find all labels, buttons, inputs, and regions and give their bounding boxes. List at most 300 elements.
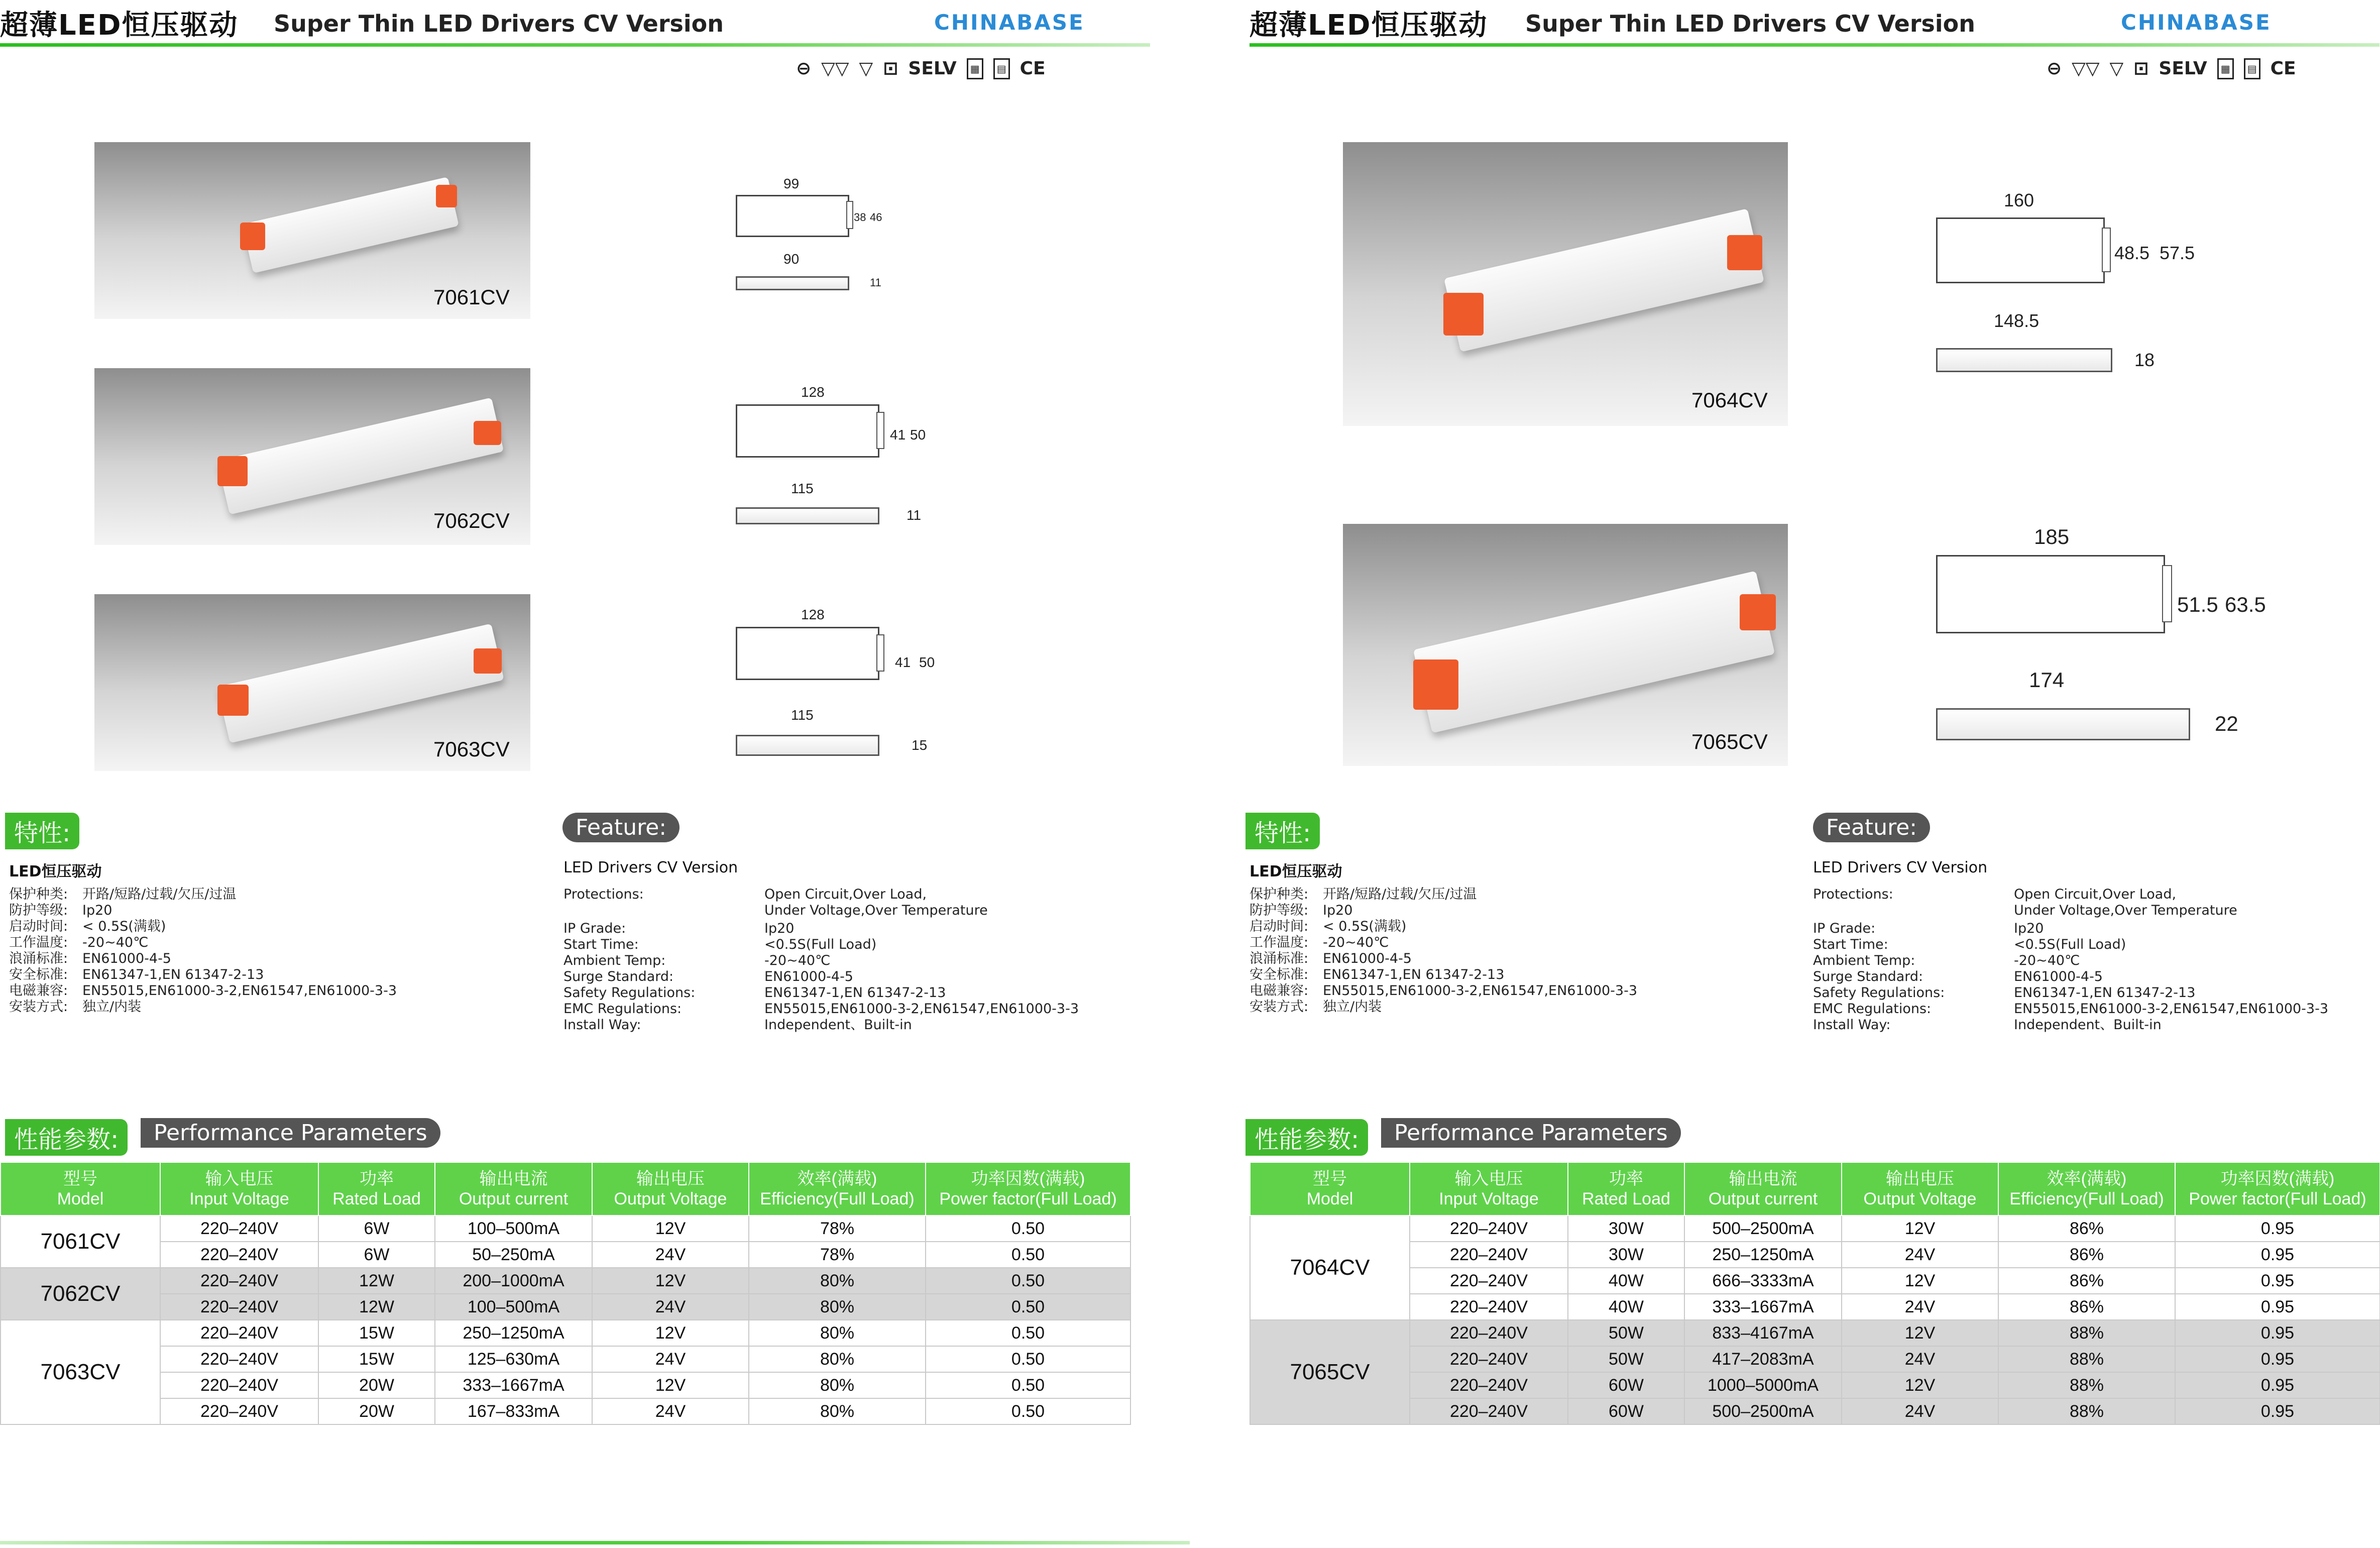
- drawing-top-view: [736, 627, 879, 680]
- table-row: [1, 1268, 1130, 1294]
- selv-mark: SELV: [908, 58, 957, 79]
- column-header-cn: 型号: [63, 1169, 97, 1188]
- column-header-en: Output Voltage: [614, 1189, 727, 1208]
- dim-outer-width: 46: [870, 211, 882, 224]
- performance-tag-en: Performance Parameters: [1381, 1118, 1681, 1148]
- cell-i: 500–2500mA: [1684, 1215, 1842, 1242]
- cell-o: 24V: [1842, 1398, 1998, 1424]
- column-header: [1410, 1162, 1568, 1215]
- cell-e: 86%: [1998, 1242, 2175, 1268]
- cell-w: 60W: [1568, 1398, 1684, 1424]
- performance-tag-cn: 性能参数:: [1245, 1119, 1368, 1156]
- dim-inner-length: 115: [791, 707, 814, 723]
- cell-w: 20W: [318, 1398, 435, 1424]
- cell-e: 86%: [1998, 1294, 2175, 1320]
- driver-end-cap: [436, 185, 457, 207]
- feature-key-cn: 安全标准:: [9, 967, 68, 982]
- certification-marks: [2047, 56, 2296, 81]
- performance-table: [1250, 1162, 2380, 1425]
- feature-value-en: Open Circuit,Over Load,: [764, 887, 927, 902]
- feature-key-cn: 工作温度:: [9, 935, 68, 950]
- cell-v: 220–240V: [160, 1294, 318, 1320]
- column-header: [1998, 1162, 2175, 1215]
- feature-key-en: IP Grade:: [1813, 921, 1876, 936]
- cell-e: 86%: [1998, 1268, 2175, 1294]
- cell-e: 80%: [749, 1294, 926, 1320]
- cell-o: 12V: [592, 1320, 749, 1346]
- photo-model-label: 7062CV: [433, 509, 510, 532]
- cell-v: 220–240V: [160, 1372, 318, 1398]
- driver-unit: [1444, 208, 1764, 352]
- feature-key-cn: 浪涌标准:: [1250, 951, 1309, 966]
- cert-icon: ⊡: [2133, 58, 2149, 79]
- column-header-en: Input Voltage: [189, 1189, 289, 1208]
- driver-end-cap: [240, 223, 265, 250]
- cell-pf: 0.50: [926, 1242, 1130, 1268]
- drawing-top-view: [1936, 555, 2165, 633]
- cell-e: 86%: [1998, 1215, 2175, 1242]
- feature-key-cn: 浪涌标准:: [9, 951, 68, 966]
- cell-v: 220–240V: [1410, 1346, 1568, 1372]
- table-row: [1, 1294, 1130, 1320]
- cell-v: 220–240V: [160, 1268, 318, 1294]
- performance-tag-cn: 性能参数:: [5, 1119, 128, 1156]
- title-en: Super Thin LED Drivers CV Version: [1525, 10, 1976, 37]
- brand-logo: CHINABASE: [934, 10, 1085, 35]
- cell-i: 417–2083mA: [1684, 1346, 1842, 1372]
- cell-v: 220–240V: [1410, 1372, 1568, 1398]
- cell-i: 250–1250mA: [435, 1320, 592, 1346]
- dim-height: 11: [906, 507, 922, 523]
- column-header-cn: 效率(满载): [2047, 1169, 2127, 1188]
- feature-key-en: Surge Standard:: [1813, 969, 1923, 984]
- model-cell: 7063CV: [1, 1320, 160, 1424]
- feature-key-cn: 安装方式:: [1250, 999, 1309, 1015]
- feature-value-cn: 开路/短路/过载/欠压/过温: [1323, 887, 1477, 902]
- column-header-cn: 输出电流: [1729, 1169, 1797, 1188]
- feature-title-cn: LED恒压驱动: [9, 863, 102, 880]
- feature-value-en: EN61000-4-5: [764, 969, 853, 984]
- cell-v: 220–240V: [160, 1346, 318, 1372]
- feature-value-cn: EN61000-4-5: [1323, 951, 1412, 966]
- cell-e: 88%: [1998, 1320, 2175, 1346]
- cell-i: 200–1000mA: [435, 1268, 592, 1294]
- dim-length: 99: [783, 176, 800, 191]
- column-header-cn: 功率因数(满载): [2220, 1169, 2335, 1188]
- column-header-cn: 效率(满载): [797, 1169, 877, 1188]
- photo-model-label: 7061CV: [433, 285, 510, 309]
- table-row: [1250, 1268, 2380, 1294]
- footer-rule: [0, 1541, 1190, 1544]
- feature-key-en: IP Grade:: [563, 921, 626, 936]
- cell-e: 80%: [749, 1398, 926, 1424]
- cell-w: 6W: [318, 1215, 435, 1242]
- feature-value-cn: EN61347-1,EN 61347-2-13: [1323, 967, 1505, 982]
- cell-pf: 0.95: [2175, 1215, 2380, 1242]
- dim-inner-length: 115: [791, 481, 814, 496]
- feature-key-cn: 工作温度:: [1250, 935, 1309, 950]
- dim-width: 41: [895, 654, 911, 670]
- cell-o: 24V: [592, 1398, 749, 1424]
- column-header-en: Power factor(Full Load): [939, 1189, 1117, 1208]
- dim-width: 38: [854, 211, 866, 224]
- drawing-side-view: [736, 507, 879, 524]
- cell-w: 60W: [1568, 1372, 1684, 1398]
- feature-key-cn: 安装方式:: [9, 999, 68, 1015]
- right-page: [1190, 0, 2380, 1548]
- driver-end-cap: [1727, 235, 1762, 270]
- cell-pf: 0.50: [926, 1398, 1130, 1424]
- cell-w: 50W: [1568, 1346, 1684, 1372]
- feature-value-cn: 开路/短路/过载/欠压/过温: [82, 887, 237, 902]
- feature-tag-en: Feature:: [1813, 813, 1930, 842]
- feature-title-en: LED Drivers CV Version: [1813, 859, 1988, 876]
- cell-pf: 0.95: [2175, 1242, 2380, 1268]
- feature-key-en: Install Way:: [563, 1017, 641, 1033]
- feature-key-cn: 防护等级:: [9, 903, 68, 918]
- feature-value-cn: 独立/内装: [82, 999, 142, 1015]
- column-header-en: Output current: [459, 1189, 569, 1208]
- feature-value-en: EN61347-1,EN 61347-2-13: [764, 985, 946, 1001]
- cell-o: 24V: [1842, 1294, 1998, 1320]
- feature-value-cn: EN55015,EN61000-3-2,EN61547,EN61000-3-3: [1323, 983, 1638, 999]
- feature-value-cn: Ip20: [82, 903, 112, 918]
- cell-v: 220–240V: [160, 1215, 318, 1242]
- drawing-tab: [876, 634, 884, 672]
- table-row: [1250, 1372, 2380, 1398]
- feature-key-en: Safety Regulations:: [563, 985, 696, 1001]
- dim-height: 18: [2134, 350, 2155, 370]
- table-row: [1250, 1215, 2380, 1242]
- cell-e: 80%: [749, 1372, 926, 1398]
- cell-v: 220–240V: [1410, 1215, 1568, 1242]
- column-header-en: Rated Load: [1582, 1189, 1670, 1208]
- feature-key-en: Protections:: [563, 887, 644, 902]
- drawing-tab: [876, 412, 884, 449]
- column-header-cn: 功率因数(满载): [971, 1169, 1085, 1188]
- cell-o: 12V: [1842, 1215, 1998, 1242]
- cell-v: 220–240V: [160, 1242, 318, 1268]
- cell-i: 833–4167mA: [1684, 1320, 1842, 1346]
- feature-key-cn: 电磁兼容:: [1250, 983, 1309, 999]
- feature-key-en: Surge Standard:: [563, 969, 674, 984]
- performance-tag-en: Performance Parameters: [141, 1118, 440, 1148]
- cell-i: 500–2500mA: [1684, 1398, 1842, 1424]
- drawing-tab: [2102, 228, 2111, 272]
- cert-icon: ▤: [993, 58, 1010, 79]
- column-header-cn: 输出电压: [636, 1169, 705, 1188]
- driver-unit: [242, 177, 459, 273]
- feature-tag-cn: 特性:: [1245, 813, 1320, 849]
- dim-height: 11: [870, 276, 881, 289]
- brand-logo: CHINABASE: [2121, 10, 2272, 35]
- column-header-en: Rated Load: [332, 1189, 421, 1208]
- drawing-top-view: [736, 195, 849, 237]
- feature-value-en: EN61000-4-5: [2014, 969, 2103, 984]
- cell-o: 12V: [592, 1268, 749, 1294]
- cell-pf: 0.50: [926, 1320, 1130, 1346]
- model-cell: 7061CV: [1, 1215, 160, 1268]
- feature-key-cn: 启动时间:: [9, 919, 68, 934]
- cell-i: 1000–5000mA: [1684, 1372, 1842, 1398]
- column-header: [435, 1162, 592, 1215]
- feature-key-en: Protections:: [1813, 887, 1893, 902]
- cert-icon: ▽▽: [821, 58, 849, 79]
- cell-o: 12V: [592, 1215, 749, 1242]
- table-row: [1, 1242, 1130, 1268]
- feature-value-en: -20~40℃: [2014, 953, 2080, 968]
- header-rule: [0, 43, 1150, 47]
- cell-w: 12W: [318, 1294, 435, 1320]
- table-header-row: [1, 1162, 1130, 1215]
- feature-key-en: Start Time:: [563, 937, 639, 952]
- cell-o: 12V: [1842, 1268, 1998, 1294]
- driver-unit: [217, 397, 504, 514]
- table-row: [1, 1346, 1130, 1372]
- column-header-cn: 输入电压: [1454, 1169, 1523, 1188]
- cert-icon: ▦: [2217, 58, 2234, 79]
- cell-e: 80%: [749, 1320, 926, 1346]
- model-cell: 7062CV: [1, 1268, 160, 1320]
- drawing-side-view: [1936, 348, 2112, 372]
- cell-pf: 0.50: [926, 1346, 1130, 1372]
- feature-value-cn: EN55015,EN61000-3-2,EN61547,EN61000-3-3: [82, 983, 397, 999]
- cert-icon: ⊖: [2047, 58, 2062, 79]
- table-row: [1, 1398, 1130, 1424]
- feature-key-en: EMC Regulations:: [563, 1001, 682, 1017]
- cell-i: 250–1250mA: [1684, 1242, 1842, 1268]
- feature-key-cn: 电磁兼容:: [9, 983, 68, 999]
- feature-value-en: EN55015,EN61000-3-2,EN61547,EN61000-3-3: [2014, 1001, 2329, 1017]
- ce-mark: CE: [2270, 58, 2296, 79]
- column-header-en: Efficiency(Full Load): [2009, 1189, 2164, 1208]
- dim-height: 15: [912, 737, 928, 753]
- feature-key-en: Start Time:: [1813, 937, 1888, 952]
- drawing-side-view: [736, 276, 849, 290]
- feature-value-en: <0.5S(Full Load): [764, 937, 877, 952]
- feature-value-en: -20~40℃: [764, 953, 831, 968]
- cell-w: 30W: [1568, 1215, 1684, 1242]
- cell-o: 24V: [592, 1242, 749, 1268]
- cell-o: 24V: [1842, 1242, 1998, 1268]
- driver-unit: [1413, 571, 1775, 733]
- cell-v: 220–240V: [1410, 1268, 1568, 1294]
- feature-value-cn: < 0.5S(满载): [82, 919, 166, 934]
- column-header: [1250, 1162, 1410, 1215]
- feature-key-en: Ambient Temp:: [563, 953, 666, 968]
- performance-table: [0, 1162, 1131, 1425]
- cert-icon: ⊖: [796, 58, 812, 79]
- feature-key-cn: 保护种类:: [9, 887, 68, 902]
- feature-value-cn: EN61347-1,EN 61347-2-13: [82, 967, 264, 982]
- column-header-cn: 功率: [1609, 1169, 1643, 1188]
- dim-inner-length: 148.5: [1994, 310, 2039, 331]
- cell-i: 333–1667mA: [435, 1372, 592, 1398]
- cert-icon: ▦: [967, 58, 983, 79]
- drawing-tab: [2162, 565, 2172, 622]
- cell-i: 666–3333mA: [1684, 1268, 1842, 1294]
- cell-w: 30W: [1568, 1242, 1684, 1268]
- feature-tag-cn: 特性:: [5, 813, 79, 849]
- feature-value-cn: EN61000-4-5: [82, 951, 171, 966]
- column-header: [160, 1162, 318, 1215]
- product-photo: [1343, 524, 1788, 766]
- cell-w: 20W: [318, 1372, 435, 1398]
- title-cn: 超薄LED恒压驱动: [1250, 9, 1488, 42]
- column-header-cn: 型号: [1313, 1169, 1347, 1188]
- column-header: [318, 1162, 435, 1215]
- certification-marks: [796, 56, 1046, 81]
- feature-value-en: Independent、Built-in: [764, 1017, 912, 1033]
- dim-length: 128: [801, 607, 825, 622]
- column-header-en: Model: [57, 1189, 104, 1208]
- feature-key-en: Safety Regulations:: [1813, 985, 1945, 1001]
- column-header-en: Model: [1306, 1189, 1353, 1208]
- column-header-en: Output current: [1708, 1189, 1818, 1208]
- driver-unit: [217, 623, 504, 743]
- table-row: [1250, 1294, 2380, 1320]
- cert-icon: ▽: [2109, 58, 2124, 79]
- driver-end-cap: [474, 421, 501, 445]
- cell-pf: 0.95: [2175, 1372, 2380, 1398]
- column-header-cn: 输出电流: [479, 1169, 548, 1188]
- column-header-cn: 功率: [360, 1169, 394, 1188]
- header-rule: [1250, 43, 2379, 47]
- cert-icon: ▤: [2244, 58, 2260, 79]
- cell-w: 15W: [318, 1320, 435, 1346]
- cell-i: 100–500mA: [435, 1215, 592, 1242]
- feature-value-en: Open Circuit,Over Load,: [2014, 887, 2177, 902]
- table-row: [1250, 1398, 2380, 1424]
- cell-e: 88%: [1998, 1372, 2175, 1398]
- cell-pf: 0.95: [2175, 1398, 2380, 1424]
- column-header-en: Input Voltage: [1439, 1189, 1539, 1208]
- cell-pf: 0.50: [926, 1268, 1130, 1294]
- feature-value-en: Ip20: [2014, 921, 2044, 936]
- dim-inner-length: 90: [783, 251, 800, 267]
- cert-icon: ▽▽: [2072, 58, 2100, 79]
- dim-outer-width: 63.5: [2225, 593, 2266, 616]
- column-header: [1, 1162, 160, 1215]
- ce-mark: CE: [1019, 58, 1046, 79]
- feature-key-cn: 防护等级:: [1250, 903, 1309, 918]
- dim-width: 48.5: [2114, 243, 2150, 263]
- drawing-tab: [846, 201, 853, 229]
- model-cell: 7065CV: [1250, 1320, 1410, 1424]
- cell-o: 24V: [592, 1294, 749, 1320]
- cell-w: 15W: [318, 1346, 435, 1372]
- cell-pf: 0.95: [2175, 1294, 2380, 1320]
- dim-width: 41: [890, 427, 906, 443]
- feature-value-en: EN55015,EN61000-3-2,EN61547,EN61000-3-3: [764, 1001, 1079, 1017]
- table-row: [1250, 1242, 2380, 1268]
- cell-o: 24V: [1842, 1346, 1998, 1372]
- driver-end-cap: [474, 648, 502, 674]
- column-header: [1568, 1162, 1684, 1215]
- cell-v: 220–240V: [1410, 1294, 1568, 1320]
- cell-w: 12W: [318, 1268, 435, 1294]
- photo-model-label: 7063CV: [433, 737, 510, 761]
- selv-mark: SELV: [2159, 58, 2207, 79]
- feature-value-en: Ip20: [764, 921, 795, 936]
- table-row: [1250, 1320, 2380, 1346]
- photo-model-label: 7065CV: [1691, 730, 1768, 753]
- column-header: [1842, 1162, 1998, 1215]
- cell-pf: 0.95: [2175, 1268, 2380, 1294]
- column-header: [926, 1162, 1130, 1215]
- cell-e: 78%: [749, 1242, 926, 1268]
- dim-outer-width: 50: [919, 654, 935, 670]
- feature-value-cn: -20~40℃: [82, 935, 149, 950]
- cell-e: 88%: [1998, 1398, 2175, 1424]
- feature-value-cn: Ip20: [1323, 903, 1353, 918]
- feature-key-cn: 安全标准:: [1250, 967, 1309, 982]
- drawing-side-view: [736, 735, 879, 756]
- column-header: [592, 1162, 749, 1215]
- table-row: [1, 1372, 1130, 1398]
- column-header: [1684, 1162, 1842, 1215]
- column-header-cn: 输入电压: [205, 1169, 274, 1188]
- driver-end-cap: [1740, 594, 1776, 630]
- product-photo: [1343, 142, 1788, 426]
- feature-value-cn: -20~40℃: [1323, 935, 1389, 950]
- cell-e: 78%: [749, 1215, 926, 1242]
- cell-i: 167–833mA: [435, 1398, 592, 1424]
- column-header: [2175, 1162, 2380, 1215]
- table-header-row: [1250, 1162, 2380, 1215]
- feature-key-cn: 启动时间:: [1250, 919, 1309, 934]
- feature-value-en: <0.5S(Full Load): [2014, 937, 2126, 952]
- cell-pf: 0.50: [926, 1294, 1130, 1320]
- driver-end-cap: [217, 685, 249, 716]
- cert-icon: ▽: [859, 58, 873, 79]
- cell-i: 333–1667mA: [1684, 1294, 1842, 1320]
- cell-e: 80%: [749, 1346, 926, 1372]
- dim-outer-width: 57.5: [2160, 243, 2195, 263]
- dim-outer-width: 50: [910, 427, 926, 443]
- feature-value-en: Under Voltage,Over Temperature: [764, 903, 988, 918]
- driver-end-cap: [217, 456, 248, 486]
- table-row: [1, 1215, 1130, 1242]
- feature-key-en: Install Way:: [1813, 1017, 1891, 1033]
- feature-key-en: EMC Regulations:: [1813, 1001, 1932, 1017]
- dim-length: 185: [2034, 525, 2070, 548]
- product-photo: [94, 368, 530, 545]
- title-en: Super Thin LED Drivers CV Version: [274, 10, 724, 37]
- drawing-top-view: [736, 404, 879, 458]
- cell-e: 88%: [1998, 1346, 2175, 1372]
- cell-o: 12V: [1842, 1320, 1998, 1346]
- table-row: [1, 1320, 1130, 1346]
- title-cn: 超薄LED恒压驱动: [0, 9, 239, 42]
- feature-key-en: Ambient Temp:: [1813, 953, 1915, 968]
- feature-value-cn: < 0.5S(满载): [1323, 919, 1407, 934]
- column-header-en: Power factor(Full Load): [2189, 1189, 2366, 1208]
- cell-pf: 0.95: [2175, 1320, 2380, 1346]
- cert-icon: ⊡: [883, 58, 898, 79]
- cell-i: 50–250mA: [435, 1242, 592, 1268]
- cell-pf: 0.95: [2175, 1346, 2380, 1372]
- feature-value-en: Under Voltage,Over Temperature: [2014, 903, 2237, 918]
- driver-end-cap: [1443, 293, 1484, 336]
- cell-v: 220–240V: [1410, 1242, 1568, 1268]
- cell-pf: 0.50: [926, 1372, 1130, 1398]
- drawing-side-view: [1936, 708, 2190, 740]
- model-cell: 7064CV: [1250, 1215, 1410, 1320]
- cell-w: 40W: [1568, 1268, 1684, 1294]
- cell-v: 220–240V: [160, 1320, 318, 1346]
- cell-i: 125–630mA: [435, 1346, 592, 1372]
